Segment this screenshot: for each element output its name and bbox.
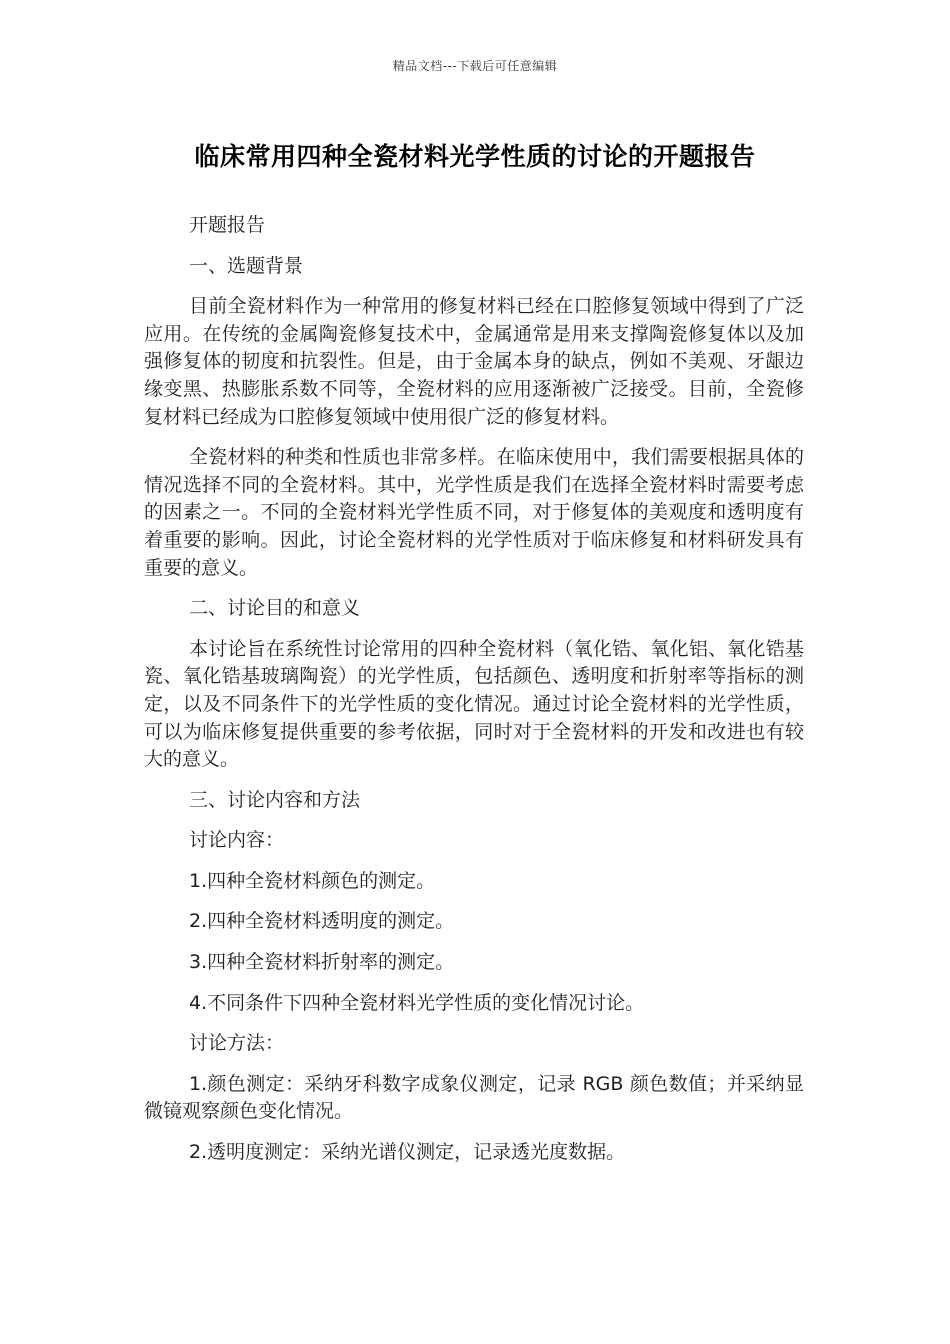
- subheading-method: 讨论方法：: [189, 1032, 285, 1055]
- subheading-content: 讨论内容：: [189, 829, 285, 852]
- list-item-content-4: 4.不同条件下四种全瓷材料光学性质的变化情况讨论。: [189, 991, 645, 1014]
- section-label-report: 开题报告: [189, 214, 266, 236]
- paragraph-purpose: 本讨论旨在系统性讨论常用的四种全瓷材料（氧化锆、氧化铝、氧化锆基瓷、氧化锆基玻璃陶瓷）的光学性质，包括颜色、透明度和折射率等指标的测定，以及不同条件下的光学性质的变化情况。通过讨论全瓷材料的光学性质，可以为临床修复提供重要的参考依据，同时对于全瓷材料的开发和改进也有较大的意义。: [144, 637, 804, 771]
- document-title: 临床常用四种全瓷材料光学性质的讨论的开题报告: [194, 142, 756, 171]
- paragraph-background-2: 全瓷材料的种类和性质也非常多样。在临床使用中，我们需要根据具体的情况选择不同的全瓷材料。其中，光学性质是我们在选择全瓷材料时需要考虑的因素之一。不同的全瓷材料光学性质不同，对于修复体的美观度和透明度有着重要的影响。因此，讨论全瓷材料的光学性质对于临床修复和材料研发具有重要的意义。: [144, 446, 804, 579]
- list-item-method-1: 1.颜色测定：采纳牙科数字成象仪测定，记录 RGB 颜色数值；并采纳显微镜观察颜色变化情况。: [144, 1072, 804, 1123]
- list-item-method-2: 2.透明度测定：采纳光谱仪测定，记录透光度数据。: [189, 1141, 626, 1164]
- section-heading-background: 一、选题背景: [189, 254, 304, 277]
- list-item-content-1: 1.四种全瓷材料颜色的测定。: [189, 869, 436, 892]
- paragraph-background-1: 目前全瓷材料作为一种常用的修复材料已经在口腔修复领域中得到了广泛应用。在传统的金属陶瓷修复技术中，金属通常是用来支撑陶瓷修复体以及加强修复体的韧度和抗裂性。但是，由于金属本身的缺点，例如不美观、牙龈边缘变黑、热膨胀系数不同等，全瓷材料的应用逐渐被广泛接受。目前，全瓷修复材料已经成为口腔修复领域中使用很广泛的修复材料。: [144, 295, 804, 428]
- section-heading-content-method: 三、讨论内容和方法: [189, 788, 361, 811]
- document-body: [144, 212, 804, 1180]
- section-heading-purpose: 二、讨论目的和意义: [189, 597, 361, 620]
- list-item-content-2: 2.四种全瓷材料透明度的测定。: [189, 910, 455, 933]
- list-item-content-3: 3.四种全瓷材料折射率的测定。: [189, 951, 455, 974]
- header-note: 精品文档---下载后可任意编辑: [392, 59, 558, 73]
